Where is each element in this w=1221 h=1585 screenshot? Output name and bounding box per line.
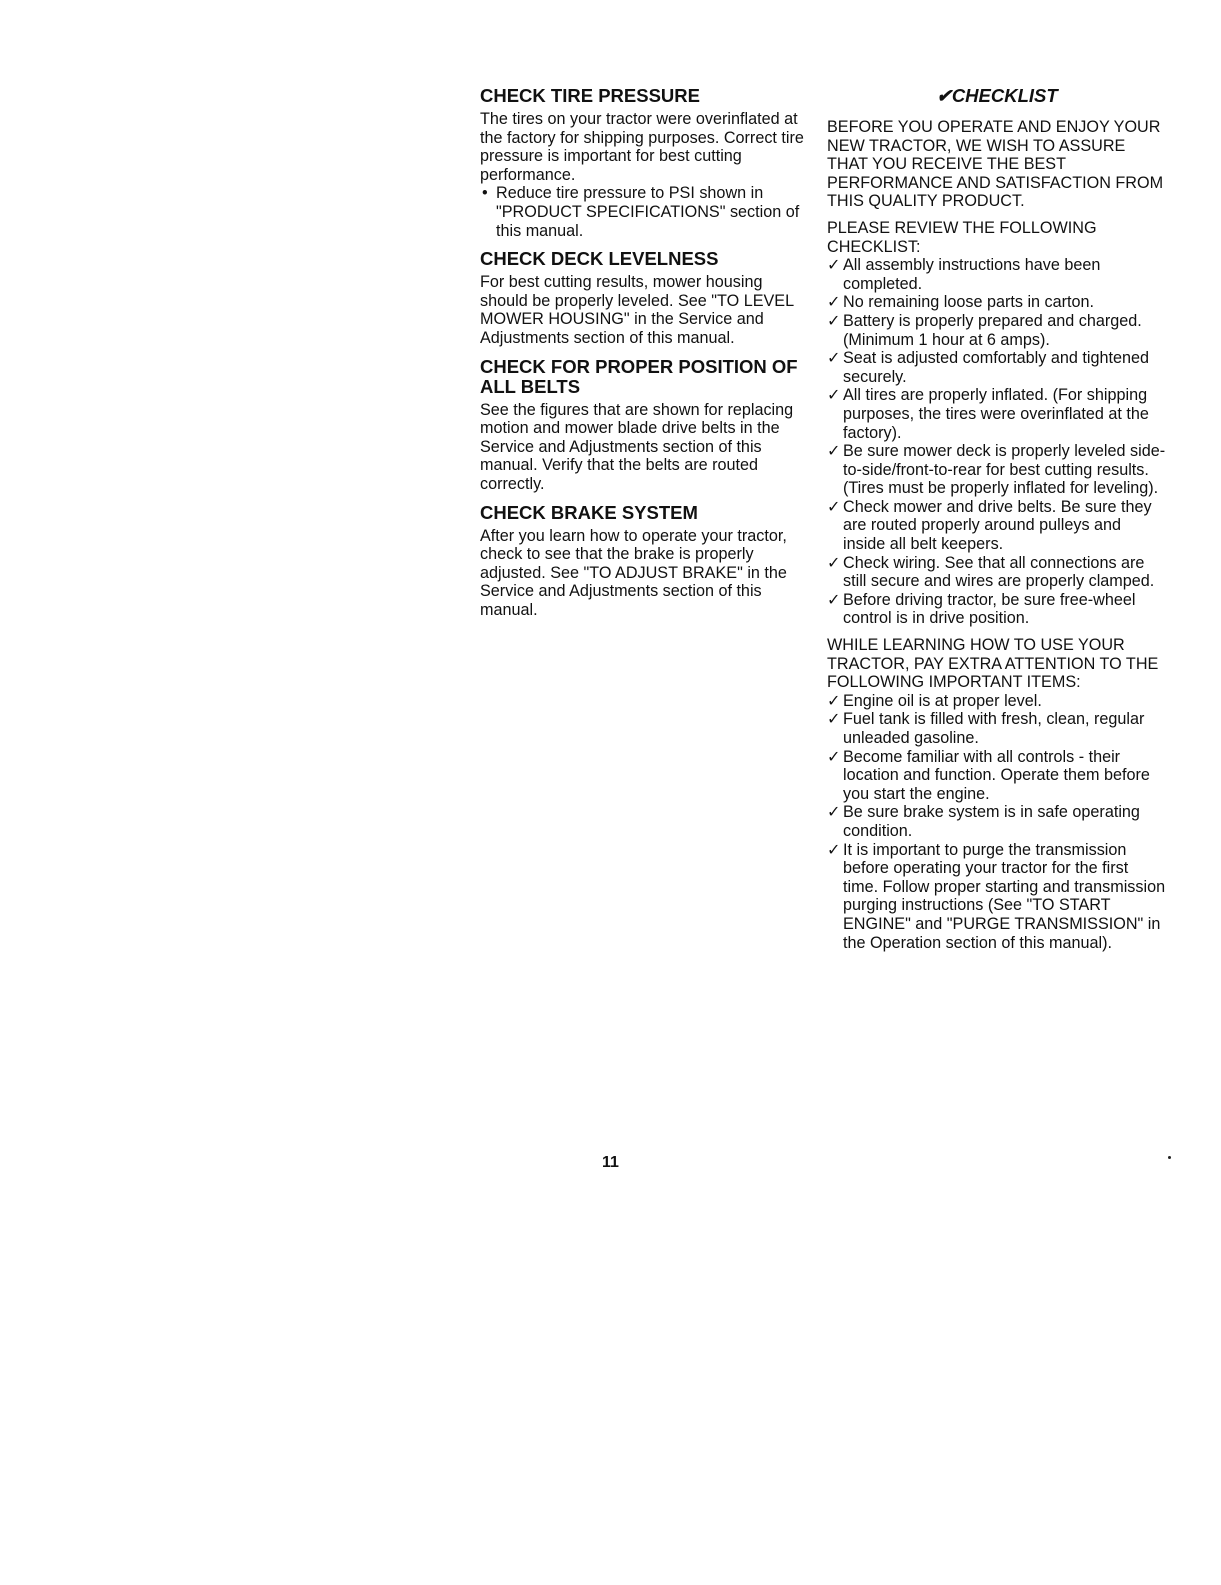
list-item (827, 293, 1167, 312)
check-icon: ✓ (827, 293, 841, 312)
list-item (827, 256, 1167, 293)
section-heading: CHECK FOR PROPER POSITION OF ALL BELTS (480, 355, 798, 397)
learning-heading: WHILE LEARNING HOW TO USE YOUR TRACTOR, PAY EXTRA ATTENTION TO THE FOLLOWING IMPORTANT ITEMS: (827, 636, 1159, 692)
list-item-text: Engine oil is at proper level. (843, 691, 1042, 710)
list-item (480, 184, 810, 240)
checklist (827, 256, 1167, 628)
scan-speck (1168, 1156, 1171, 1159)
list-item-text: Before driving tractor, be sure free-wheel control is in drive position. (843, 590, 1136, 628)
check-icon: ✓ (827, 442, 841, 461)
check-icon: ✓ (827, 840, 841, 859)
section-heading: CHECK DECK LEVELNESS (480, 248, 719, 270)
checklist-title: ✔CHECKLIST (936, 85, 1058, 106)
check-icon: ✓ (827, 710, 841, 729)
check-icon: ✓ (827, 553, 841, 572)
list-item (827, 692, 1167, 711)
check-icon: ✓ (827, 691, 841, 710)
review-heading: PLEASE REVIEW THE FOLLOWING CHECKLIST: (827, 218, 1097, 256)
check-icon: ✓ (827, 311, 841, 330)
list-item-text: No remaining loose parts in carton. (843, 293, 1095, 312)
check-icon: ✓ (827, 256, 841, 275)
check-icon: ✓ (827, 590, 841, 609)
check-icon: ✓ (827, 803, 841, 822)
check-icon: ✓ (827, 349, 841, 368)
list-item (827, 591, 1167, 628)
section-heading: CHECK BRAKE SYSTEM (480, 501, 698, 523)
list-item-text: Fuel tank is filled with fresh, clean, regular unleaded gasoline. (843, 710, 1145, 747)
check-icon: ✓ (827, 747, 841, 766)
section-heading: CHECK TIRE PRESSURE (480, 85, 700, 106)
list-item-text: All assembly instructions have been completed. (843, 256, 1101, 293)
important-items-list (827, 692, 1167, 952)
list-item (827, 803, 1167, 840)
page-number: 11 (602, 1154, 619, 1171)
list-item-text: Battery is properly prepared and charged. (Minimum 1 hour at 6 amps). (843, 311, 1142, 349)
list-item (827, 710, 1167, 747)
list-item (827, 498, 1167, 554)
list-item-text: Check wiring. See that all connections are still secure and wires are properly clamped. (843, 553, 1155, 591)
list-item-text: Seat is adjusted comfortably and tightened securely. (843, 349, 1149, 386)
section-paragraph: For best cutting results, mower housing should be properly leveled. See "TO LEVEL MOWER HOUSING" in the Service and Adjustments section of this manual. (480, 273, 794, 347)
list-item (827, 748, 1167, 804)
checklist-intro: BEFORE YOU OPERATE AND ENJOY YOUR NEW TRACTOR, WE WISH TO ASSURE THAT YOU RECEIVE THE BEST PERFORMANCE AND SATISFACTION FROM THIS QUALITY PRODUCT. (827, 118, 1164, 211)
section-paragraph: See the figures that are shown for replacing motion and mower blade drive belts in the Service and Adjustments section of this manual. Verify that the belts are routed correctly. (480, 400, 794, 493)
section-check-tire-pressure (480, 86, 810, 240)
list-item (827, 349, 1167, 386)
left-column (480, 80, 810, 619)
section-check-deck-levelness (480, 249, 810, 347)
list-item-text: It is important to purge the transmission before operating your tractor for the first time. Follow proper starting and transmission purging instructions (See "TO START ENGINE" and "PURGE TRANSMISSION" in the Operation section of this manual). (843, 840, 1166, 952)
section-paragraph: The tires on your tractor were overinflated at the factory for shipping purposes. Correct tire pressure is important for best cutting performance. (480, 110, 804, 184)
section-check-brake-system (480, 503, 810, 620)
list-item (827, 554, 1167, 591)
section-check-belts (480, 357, 810, 494)
list-item (827, 841, 1167, 953)
list-item (827, 442, 1167, 498)
bullet-list (480, 184, 810, 240)
check-icon: ✓ (827, 386, 841, 405)
check-icon: ✓ (827, 497, 841, 516)
section-paragraph: After you learn how to operate your tractor, check to see that the brake is properly adjusted. See "TO ADJUST BRAKE" in the Service and Adjustments section of this manual. (480, 526, 787, 619)
list-item-text: Become familiar with all controls - their location and function. Operate them before you start the engine. (843, 747, 1150, 803)
bullet-icon: • (482, 184, 488, 203)
right-column (827, 80, 1167, 960)
list-item-text: Check mower and drive belts. Be sure they are routed properly around pulleys and inside all belt keepers. (843, 497, 1152, 554)
list-item (827, 386, 1167, 442)
list-item (827, 312, 1167, 349)
list-item-text: Be sure brake system is in safe operating condition. (843, 803, 1140, 840)
list-item-text: All tires are properly inflated. (For shipping purposes, the tires were overinflated at the factory). (843, 386, 1149, 442)
list-item-text: Be sure mower deck is properly leveled side-to-side/front-to-rear for best cutting results. (Tires must be properly inflated for leveling). (843, 442, 1166, 498)
list-item-text: Reduce tire pressure to PSI shown in "PRODUCT SPECIFICATIONS" section of this manual. (496, 184, 800, 240)
